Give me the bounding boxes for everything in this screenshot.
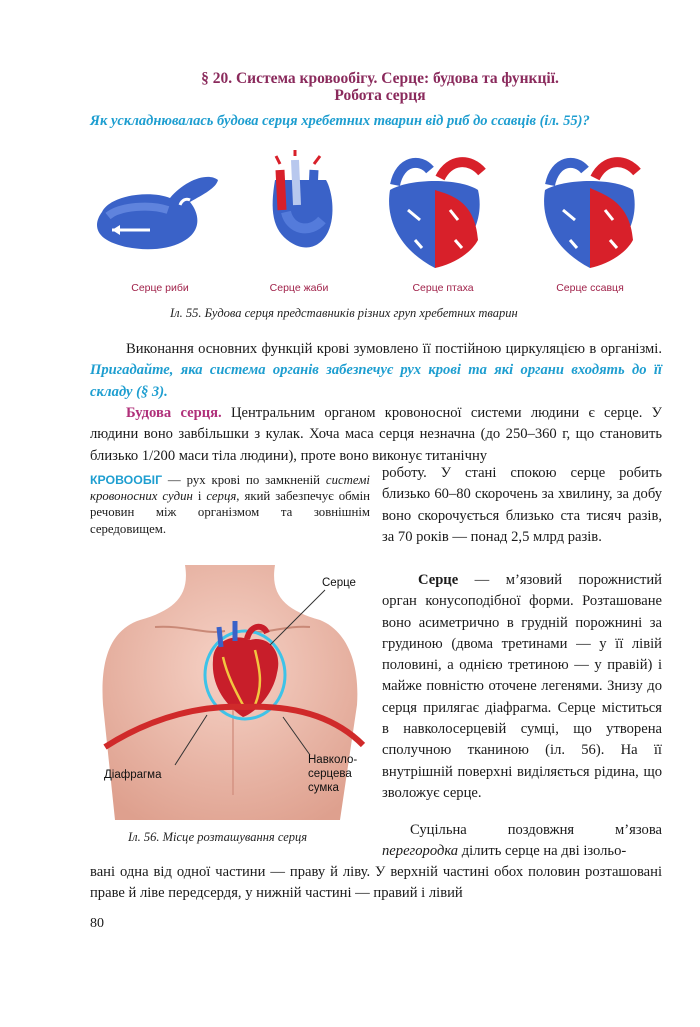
paragraph-heart-structure — [90, 403, 662, 467]
term-heart: Серце — [418, 572, 459, 588]
page-title — [90, 70, 670, 104]
figure-55-hearts — [90, 150, 665, 275]
label-pericardial-sac: Навколо- серцева сумка — [308, 754, 358, 794]
page-number: 80 — [90, 916, 104, 931]
bird-heart-illustration — [389, 162, 482, 268]
title-line-2: Робота серця — [334, 87, 426, 104]
paragraph-heart-description: Серце — м’язовий порожнистий орган конусоподібної форми. Розташоване воно асиметрично в грудній порожнині за грудиною (двома третинами — у її лівій половині, а однією третиною — у правій) і майже повністю оточене легенями. Знизу до серця прилягає діафрагма. Серце міститься в навколосерцевій сумці, що утворена сполучною тканиною (іл. 56). На її внутрішній поверхні виділяється рідина, що зволожує серце. — [382, 572, 662, 801]
label-fish-heart: Серце риби — [131, 282, 189, 294]
paragraph-septum: Суцільна поздовжня м’язова перегородка ділить серце на дві ізольо- — [382, 822, 662, 860]
frog-heart-illustration — [273, 150, 333, 247]
recall-hint: Пригадайте, яка система органів забезпечує рух крові та які органи входять до її складу (§ 3). — [90, 362, 662, 400]
label-heart: Серце — [322, 577, 356, 589]
term-septum: перегородка — [382, 843, 459, 860]
label-bird-heart: Серце птаха — [412, 282, 474, 294]
label-frog-heart: Серце жаби — [269, 282, 329, 294]
intro-question: Як ускладнювалась будова серця хребетних тварин від риб до ссавців (іл. 55)? — [90, 113, 590, 129]
fish-heart-illustration — [97, 177, 218, 249]
definition-term: КРОВООБІГ — [90, 473, 163, 487]
figure-56-caption: Іл. 56. Місце розташування серця — [128, 830, 308, 844]
paragraph-septum-continued: вані одна від одної частини — праву й ліву. У верхній частині обох половин розташовані праве й ліве передсердя, у нижній частині — правий і лівий — [90, 864, 662, 902]
paragraph-heart-structure-text: Центральним органом кровоносної системи людини є серце. У людини воно завбільшки з кулак. Хоча маса серця незначна (до 250–360 г, що становить близько 1/200 маси тіла людини), проте воно виконує титанічну — [90, 405, 662, 464]
paragraph-circulation-text: Виконання основних функцій крові зумовлено її постійною циркуляцією в організмі. — [126, 341, 662, 357]
figure-55-caption: Іл. 55. Будова серця представників різних груп хребетних тварин — [170, 306, 518, 320]
title-line-1: § 20. Система кровообігу. Серце: будова та функції. — [201, 70, 559, 87]
paragraph-circulation — [90, 339, 662, 403]
paragraph-heart-work: роботу. У стані спокою серце робить близько 60–80 скорочень за хвилину, за добу воно скорочується близько ста тисяч разів, за 70 років — понад 2,5 млрд разів. — [382, 465, 662, 545]
definition-circulation: КРОВООБІГ — рух крові по замкненій системі кровоносних судин і серця, який забезпечує обмін речовин між організмом та зовнішнім середовищем. — [90, 473, 370, 536]
label-mammal-heart: Серце ссавця — [556, 282, 624, 294]
label-diaphragm: Діафрагма — [104, 769, 162, 781]
mammal-heart-illustration — [544, 162, 637, 268]
section-heading-heart-structure: Будова серця. — [126, 405, 222, 421]
